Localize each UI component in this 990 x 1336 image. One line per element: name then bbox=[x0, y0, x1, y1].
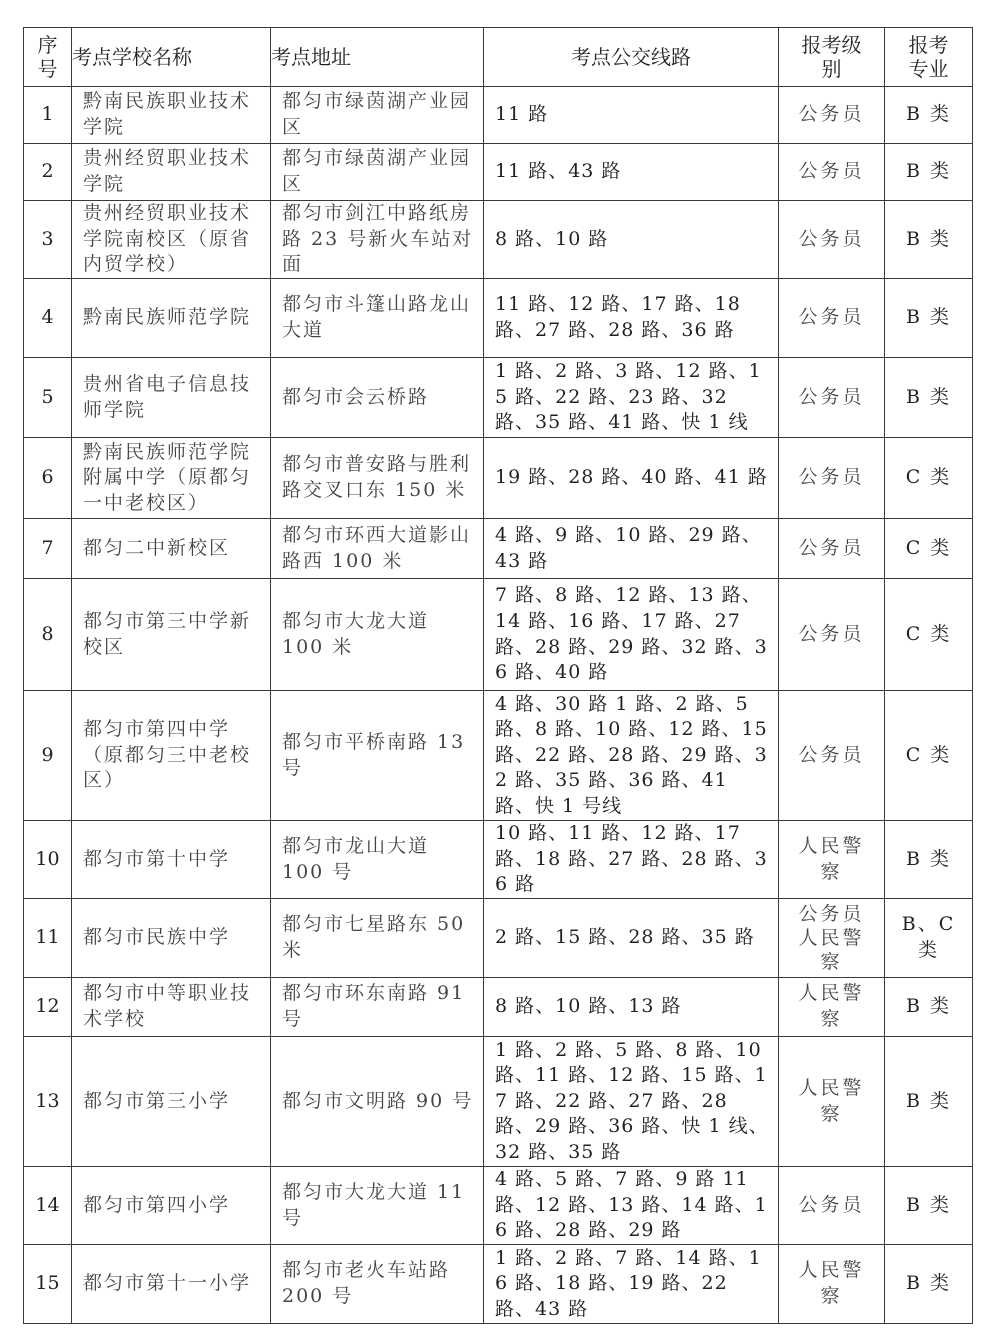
table-row bbox=[24, 519, 973, 579]
table-row bbox=[24, 438, 973, 519]
cell-routes: 11 路 bbox=[484, 87, 779, 144]
cell-category: C 类 bbox=[885, 691, 973, 821]
cell-routes: 11 路、43 路 bbox=[484, 144, 779, 201]
table-row bbox=[24, 1037, 973, 1167]
cell-no: 14 bbox=[24, 1167, 72, 1245]
cell-routes: 10 路、11 路、12 路、17 路、18 路、27 路、28 路、36 路 bbox=[484, 821, 779, 899]
cell-no: 1 bbox=[24, 87, 72, 144]
cell-school: 都匀二中新校区 bbox=[72, 519, 271, 579]
cell-level: 公务员人民警察 bbox=[779, 899, 885, 978]
header-no: 序号 bbox=[24, 28, 72, 87]
cell-routes: 2 路、15 路、28 路、35 路 bbox=[484, 899, 779, 978]
cell-address: 都匀市剑江中路纸房路 23 号新火车站对面 bbox=[271, 201, 484, 279]
cell-school: 黔南民族师范学院 bbox=[72, 279, 271, 358]
cell-school: 贵州省电子信息技师学院 bbox=[72, 358, 271, 438]
cell-routes: 4 路、30 路 1 路、2 路、5 路、8 路、10 路、12 路、15 路、22 路、28 路、29 路、32 路、35 路、36 路、41 路、快 1 号线 bbox=[484, 691, 779, 821]
header-school: 考点学校名称 bbox=[72, 28, 271, 87]
cell-routes: 1 路、2 路、5 路、8 路、10 路、11 路、12 路、15 路、17 路、22 路、27 路、28 路、29 路、36 路、快 1 线、32 路、35 路 bbox=[484, 1037, 779, 1167]
cell-school: 贵州经贸职业技术学院 bbox=[72, 144, 271, 201]
cell-no: 13 bbox=[24, 1037, 72, 1167]
cell-level: 公务员 bbox=[779, 519, 885, 579]
cell-category: B、C 类 bbox=[885, 899, 973, 978]
cell-level: 人民警察 bbox=[779, 821, 885, 899]
cell-school: 都匀市第三中学新校区 bbox=[72, 579, 271, 691]
cell-routes: 4 路、9 路、10 路、29 路、43 路 bbox=[484, 519, 779, 579]
cell-address: 都匀市老火车站路 200 号 bbox=[271, 1245, 484, 1324]
cell-no: 12 bbox=[24, 978, 72, 1037]
cell-no: 6 bbox=[24, 438, 72, 519]
cell-level: 公务员 bbox=[779, 579, 885, 691]
header-address: 考点地址 bbox=[271, 28, 484, 87]
cell-category: B 类 bbox=[885, 144, 973, 201]
cell-school: 都匀市第十一小学 bbox=[72, 1245, 271, 1324]
cell-school: 贵州经贸职业技术学院南校区（原省内贸学校） bbox=[72, 201, 271, 279]
table-row bbox=[24, 279, 973, 358]
cell-category: B 类 bbox=[885, 821, 973, 899]
cell-address: 都匀市龙山大道 100 号 bbox=[271, 821, 484, 899]
cell-no: 11 bbox=[24, 899, 72, 978]
table-row bbox=[24, 691, 973, 821]
cell-category: C 类 bbox=[885, 579, 973, 691]
cell-no: 15 bbox=[24, 1245, 72, 1324]
cell-category: C 类 bbox=[885, 438, 973, 519]
cell-level: 公务员 bbox=[779, 438, 885, 519]
cell-category: B 类 bbox=[885, 1037, 973, 1167]
cell-address: 都匀市环西大道影山路西 100 米 bbox=[271, 519, 484, 579]
cell-school: 都匀市第四中学（原都匀三中老校区） bbox=[72, 691, 271, 821]
cell-routes: 7 路、8 路、12 路、13 路、14 路、16 路、17 路、27 路、28 路、29 路、32 路、36 路、40 路 bbox=[484, 579, 779, 691]
cell-category: B 类 bbox=[885, 358, 973, 438]
cell-no: 5 bbox=[24, 358, 72, 438]
cell-school: 黔南民族职业技术学院 bbox=[72, 87, 271, 144]
table-row bbox=[24, 1167, 973, 1245]
cell-level: 公务员 bbox=[779, 358, 885, 438]
cell-category: B 类 bbox=[885, 1245, 973, 1324]
cell-category: C 类 bbox=[885, 519, 973, 579]
cell-level: 人民警察 bbox=[779, 1037, 885, 1167]
cell-level: 公务员 bbox=[779, 279, 885, 358]
cell-level: 人民警察 bbox=[779, 1245, 885, 1324]
cell-school: 都匀市第四小学 bbox=[72, 1167, 271, 1245]
cell-address: 都匀市文明路 90 号 bbox=[271, 1037, 484, 1167]
header-row bbox=[24, 28, 973, 87]
cell-routes: 19 路、28 路、40 路、41 路 bbox=[484, 438, 779, 519]
cell-level: 公务员 bbox=[779, 144, 885, 201]
header-level: 报考级别 bbox=[779, 28, 885, 87]
cell-address: 都匀市斗篷山路龙山大道 bbox=[271, 279, 484, 358]
cell-address: 都匀市七星路东 50 米 bbox=[271, 899, 484, 978]
cell-no: 2 bbox=[24, 144, 72, 201]
cell-school: 都匀市民族中学 bbox=[72, 899, 271, 978]
table-row bbox=[24, 899, 973, 978]
cell-category: B 类 bbox=[885, 978, 973, 1037]
cell-routes: 4 路、5 路、7 路、9 路 11 路、12 路、13 路、14 路、16 路、28 路、29 路 bbox=[484, 1167, 779, 1245]
cell-level: 公务员 bbox=[779, 691, 885, 821]
cell-address: 都匀市大龙大道 11 号 bbox=[271, 1167, 484, 1245]
cell-school: 黔南民族师范学院附属中学（原都匀一中老校区） bbox=[72, 438, 271, 519]
cell-no: 8 bbox=[24, 579, 72, 691]
cell-no: 7 bbox=[24, 519, 72, 579]
cell-category: B 类 bbox=[885, 87, 973, 144]
cell-address: 都匀市大龙大道 100 米 bbox=[271, 579, 484, 691]
cell-routes: 8 路、10 路 bbox=[484, 201, 779, 279]
cell-address: 都匀市平桥南路 13 号 bbox=[271, 691, 484, 821]
cell-address: 都匀市普安路与胜利路交叉口东 150 米 bbox=[271, 438, 484, 519]
cell-level: 人民警察 bbox=[779, 978, 885, 1037]
cell-level: 公务员 bbox=[779, 1167, 885, 1245]
cell-address: 都匀市绿茵湖产业园区 bbox=[271, 144, 484, 201]
cell-category: B 类 bbox=[885, 201, 973, 279]
table-row bbox=[24, 1245, 973, 1324]
cell-routes: 1 路、2 路、7 路、14 路、16 路、18 路、19 路、22 路、43 路 bbox=[484, 1245, 779, 1324]
cell-school: 都匀市第十中学 bbox=[72, 821, 271, 899]
cell-address: 都匀市会云桥路 bbox=[271, 358, 484, 438]
cell-category: B 类 bbox=[885, 1167, 973, 1245]
cell-address: 都匀市绿茵湖产业园区 bbox=[271, 87, 484, 144]
cell-no: 4 bbox=[24, 279, 72, 358]
table-row bbox=[24, 579, 973, 691]
table-row bbox=[24, 821, 973, 899]
table-row bbox=[24, 201, 973, 279]
cell-category: B 类 bbox=[885, 279, 973, 358]
cell-level: 公务员 bbox=[779, 201, 885, 279]
table-row bbox=[24, 358, 973, 438]
cell-no: 10 bbox=[24, 821, 72, 899]
table-row bbox=[24, 978, 973, 1037]
cell-school: 都匀市第三小学 bbox=[72, 1037, 271, 1167]
cell-no: 9 bbox=[24, 691, 72, 821]
cell-routes: 8 路、10 路、13 路 bbox=[484, 978, 779, 1037]
cell-address: 都匀市环东南路 91 号 bbox=[271, 978, 484, 1037]
exam-site-table bbox=[23, 27, 973, 1324]
table-row bbox=[24, 144, 973, 201]
cell-level: 公务员 bbox=[779, 87, 885, 144]
cell-school: 都匀市中等职业技术学校 bbox=[72, 978, 271, 1037]
table-row bbox=[24, 87, 973, 144]
cell-routes: 1 路、2 路、3 路、12 路、15 路、22 路、23 路、32 路、35 路、41 路、快 1 线 bbox=[484, 358, 779, 438]
header-routes: 考点公交线路 bbox=[484, 28, 779, 87]
header-category: 报考专业 bbox=[885, 28, 973, 87]
cell-routes: 11 路、12 路、17 路、18 路、27 路、28 路、36 路 bbox=[484, 279, 779, 358]
cell-no: 3 bbox=[24, 201, 72, 279]
